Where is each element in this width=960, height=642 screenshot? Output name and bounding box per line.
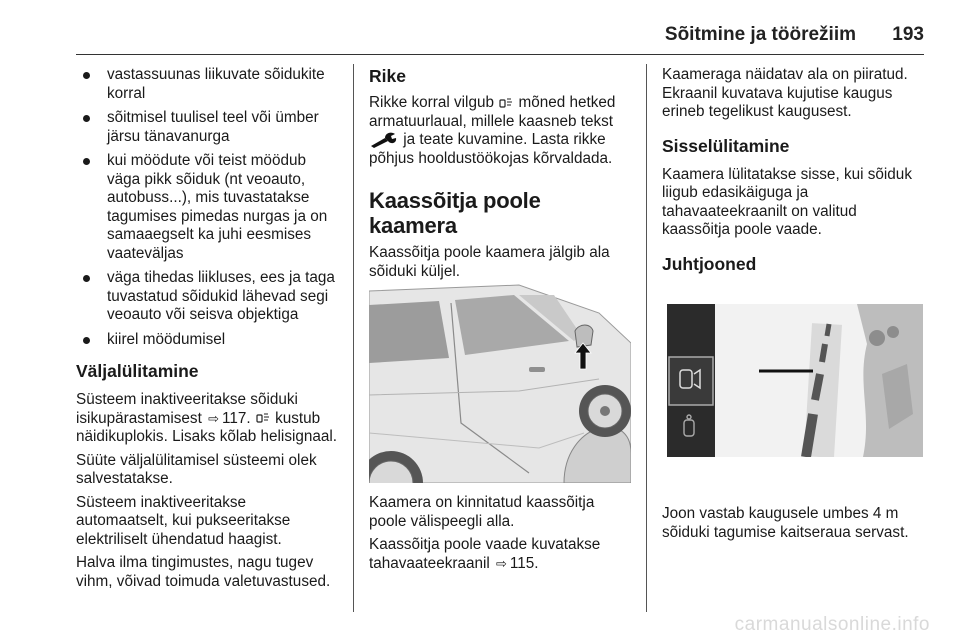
column-2 (369, 66, 631, 286)
bullet-icon (83, 72, 90, 79)
column-3 (662, 66, 928, 284)
column-3-caption (662, 505, 928, 547)
camera-display-svg (667, 304, 923, 457)
list-item: väga tihedas liikluses, ees ja taga tuvastatud sõidukid lähevad segi veoauto või seisva objektiga (76, 269, 342, 325)
section-title-passenger-camera: Kaassõitja poole kaamera (369, 188, 541, 238)
list-item: sõitmisel tuulisel teel või ümber järsu tänavanurga (76, 109, 342, 146)
wrench-icon (369, 132, 399, 148)
column-divider-1 (353, 64, 354, 612)
column-divider-2 (646, 64, 647, 612)
page-reference-link[interactable]: 117. (221, 409, 251, 427)
page-reference-arrow-icon: ⇨ (208, 410, 219, 426)
bullet-icon (83, 275, 90, 282)
bullet-icon (83, 337, 90, 344)
column-2-captions (369, 494, 631, 578)
page-header (76, 24, 924, 56)
paragraph-state-saved: Süüte väljalülitamisel süsteemi olek salvestatakse. (76, 451, 317, 487)
page-reference-link[interactable]: 115. (509, 554, 539, 572)
list-item: kiirel möödumisel (76, 331, 342, 350)
paragraph-fault: Rikke korral vilgub mõned hetked armatuurlaual, millele kaasneb tekst ja teate kuvamine. Lasta rikke põhjus hooldustöökojas kõrvaldada. (369, 94, 616, 167)
paragraph-camera-limits: Kaameraga näidatav ala on piiratud. Ekraanil kuvatava kujutise kaugus erineb tegelikust kaugusest. (662, 66, 908, 120)
blind-spot-warning-icon (498, 97, 514, 109)
list-item: kui möödute või teist möödub väga pikk sõiduk (nt veoauto, autobuss...), mis tuvastatakse tagumises pimedas nurgas ja on samaaegselt ka juhi eesmises vaateväljas (76, 152, 342, 263)
paragraph-camera-location: Kaamera on kinnitatud kaassõitja poole välispeegli alla. (369, 494, 595, 530)
paragraph-camera-view: Kaassõitja poole vaade kuvatakse tahavaateekraanil ⇨ 115. (369, 536, 601, 572)
heading-activation: Sisselülitamine (662, 135, 790, 156)
paragraph-guideline-distance: Joon vastab kaugusele umbes 4 m sõiduki tagumise kaitseraua servast. (662, 505, 909, 541)
column-1 (76, 66, 342, 596)
watermark: carmanualsonline.info (734, 614, 930, 635)
paragraph-trailer: Süsteem inaktiveeritakse automaatselt, kui pukseeritakse elektriliselt ühendatud haagist. (76, 493, 291, 548)
heading-fault: Rike (369, 66, 406, 86)
bullet-icon (83, 158, 90, 165)
conditions-list (76, 66, 342, 349)
camera-select-button[interactable] (669, 357, 713, 405)
header-title: Sõitmine ja töörežiim (664, 24, 856, 45)
page-number: 193 (892, 24, 924, 45)
heading-deactivation: Väljalülitamine (76, 361, 199, 381)
paragraph-deactivation: Süsteem inaktiveeritakse sõiduki isikupärastamisest ⇨ 117. kustub näidikuplokis. Lisaks kõlab helisignaal. (76, 391, 338, 445)
paragraph-camera-intro: Kaassõitja poole kaamera jälgib ala sõiduki küljel. (369, 244, 610, 280)
page-reference-arrow-icon: ⇨ (496, 555, 507, 571)
paragraph-weather: Halva ilma tingimustes, nagu tugev vihm, võivad toimuda valetuvastused. (76, 554, 331, 590)
header-rule (76, 54, 924, 55)
paragraph-activation: Kaamera lülitatakse sisse, kui sõiduk liigub edasikäiguga ja tahavaateekraanilt on valitud kaassõitja poole vaade. (662, 165, 912, 238)
car-illustration-svg (369, 283, 631, 483)
heading-guidelines: Juhtjooned (662, 253, 757, 274)
blind-spot-warning-icon (255, 412, 271, 424)
camera-display-illustration (667, 304, 923, 457)
car-side-camera-illustration (369, 283, 631, 483)
bullet-icon (83, 115, 90, 122)
list-item: vastassuunas liikuvate sõidukite korral (76, 66, 342, 103)
